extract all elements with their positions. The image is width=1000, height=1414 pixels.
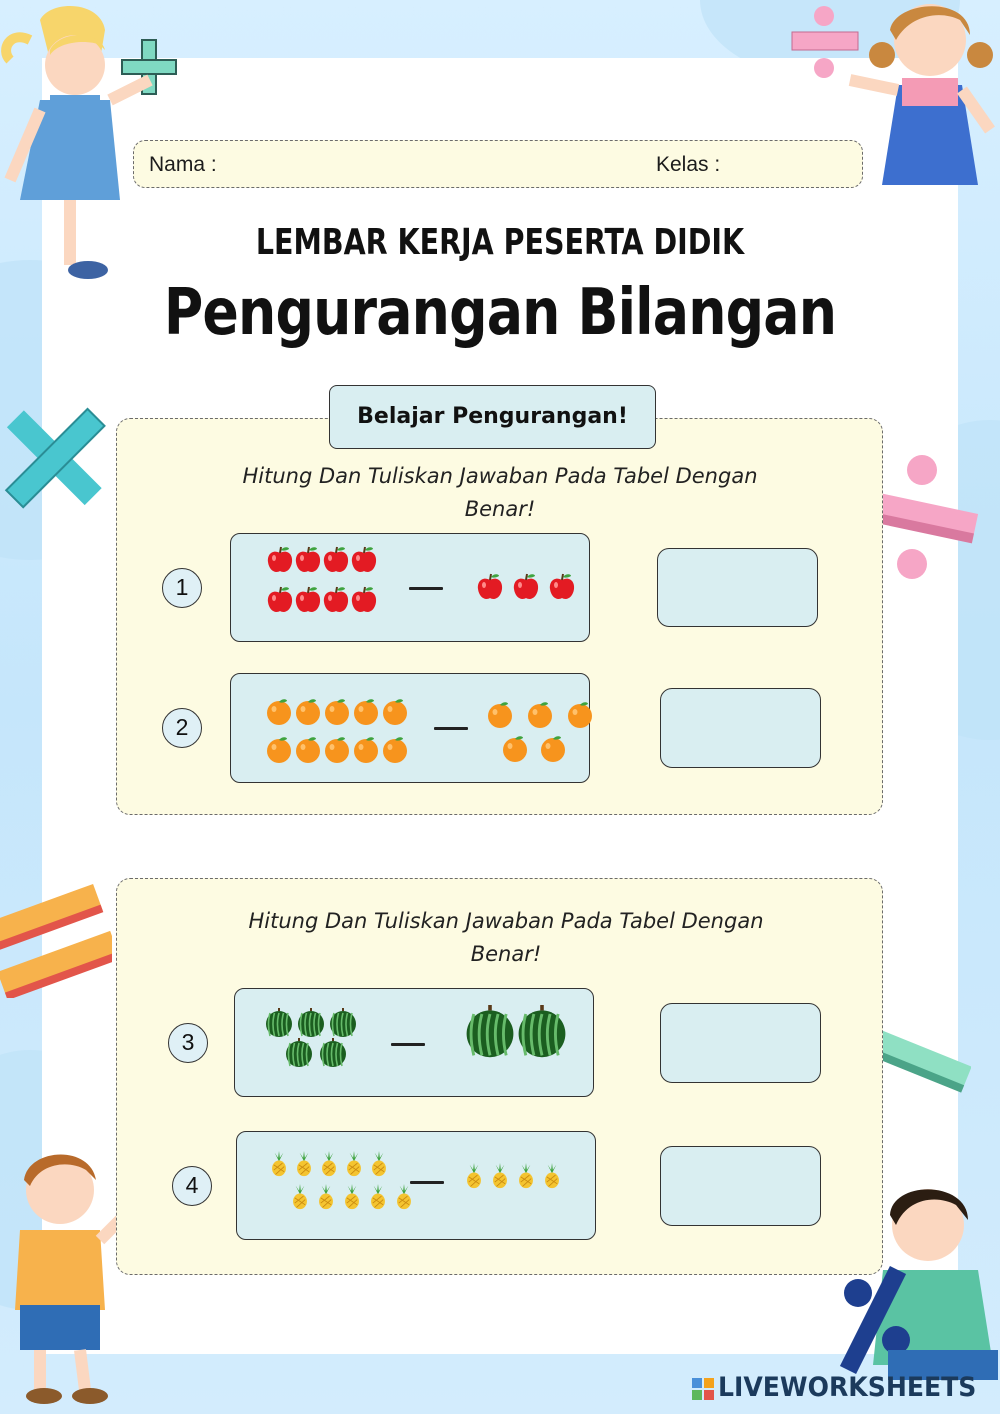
answer-input[interactable] xyxy=(661,689,820,767)
orange-icon xyxy=(264,735,294,769)
class-label: Kelas : xyxy=(656,153,721,176)
answer-input[interactable] xyxy=(661,1147,820,1225)
pineapple-icon xyxy=(365,1184,391,1214)
apple-icon xyxy=(349,585,379,619)
worksheet-subtitle: LEMBAR KERJA PESERTA DIDIK xyxy=(255,222,745,263)
pineapple-icon xyxy=(291,1151,317,1181)
watermelon-icon xyxy=(463,1005,517,1063)
pineapple-icon xyxy=(461,1163,487,1193)
pineapple-icon xyxy=(341,1151,367,1181)
answer-box[interactable] xyxy=(657,548,818,627)
pineapple-icon xyxy=(539,1163,565,1193)
answer-box[interactable] xyxy=(660,688,821,768)
watermelon-icon xyxy=(515,1005,569,1063)
pineapple-icon xyxy=(339,1184,365,1214)
section-badge: Belajar Pengurangan! xyxy=(329,385,656,449)
answer-input[interactable] xyxy=(661,1004,820,1082)
orange-icon xyxy=(351,735,381,769)
orange-icon xyxy=(293,735,323,769)
watermelon-icon xyxy=(296,1008,326,1042)
pineapple-icon xyxy=(391,1184,417,1214)
apple-icon xyxy=(293,545,323,579)
instruction-line: Hitung Dan Tuliskan Jawaban Pada Tabel Dengan xyxy=(242,464,758,488)
orange-icon xyxy=(264,697,294,731)
liveworksheets-logo-icon xyxy=(692,1378,716,1402)
instruction-text xyxy=(186,905,826,971)
orange-icon xyxy=(500,734,530,768)
watermelon-icon xyxy=(284,1038,314,1072)
minus-sign xyxy=(434,727,468,730)
problem-number: 3 xyxy=(168,1023,208,1063)
watermelon-icon xyxy=(328,1008,358,1042)
logo-text: LIVEWORKSHEETS xyxy=(718,1372,977,1403)
orange-icon xyxy=(485,700,515,734)
answer-box[interactable] xyxy=(660,1146,821,1226)
apple-icon xyxy=(349,545,379,579)
worksheet-title: Pengurangan Bilangan xyxy=(163,276,837,350)
apple-icon xyxy=(511,572,541,606)
apple-icon xyxy=(293,585,323,619)
orange-icon xyxy=(322,697,352,731)
orange-icon xyxy=(380,735,410,769)
orange-icon xyxy=(380,697,410,731)
pineapple-icon xyxy=(287,1184,313,1214)
instruction-line: Benar! xyxy=(464,497,536,521)
liveworksheets-logo xyxy=(718,1372,976,1403)
apple-icon xyxy=(265,585,295,619)
problem-number: 1 xyxy=(162,568,202,608)
orange-icon xyxy=(293,697,323,731)
instruction-text xyxy=(180,460,820,526)
apple-icon xyxy=(547,572,577,606)
apple-icon xyxy=(321,585,351,619)
answer-box[interactable] xyxy=(660,1003,821,1083)
orange-icon xyxy=(351,697,381,731)
instruction-line: Benar! xyxy=(470,942,542,966)
multiply-sign-icon xyxy=(0,400,110,515)
watermelon-icon xyxy=(264,1008,294,1042)
minus-sign xyxy=(391,1043,425,1046)
pineapple-icon xyxy=(366,1151,392,1181)
pineapple-icon xyxy=(316,1151,342,1181)
problem-number: 2 xyxy=(162,708,202,748)
minus-sign xyxy=(409,587,443,590)
pineapple-icon xyxy=(487,1163,513,1193)
pineapple-icon xyxy=(266,1151,292,1181)
problem-number: 4 xyxy=(172,1166,212,1206)
answer-input[interactable] xyxy=(658,549,817,626)
apple-icon xyxy=(265,545,295,579)
name-label: Nama : xyxy=(149,153,217,176)
apple-icon xyxy=(321,545,351,579)
apple-icon xyxy=(475,572,505,606)
orange-icon xyxy=(525,700,555,734)
orange-icon xyxy=(322,735,352,769)
student-info-bar xyxy=(133,140,863,188)
equals-sign-icon xyxy=(0,882,112,998)
pineapple-icon xyxy=(513,1163,539,1193)
pineapple-icon xyxy=(313,1184,339,1214)
instruction-line: Hitung Dan Tuliskan Jawaban Pada Tabel Dengan xyxy=(248,909,764,933)
orange-icon xyxy=(565,700,595,734)
watermelon-icon xyxy=(318,1038,348,1072)
orange-icon xyxy=(538,734,568,768)
